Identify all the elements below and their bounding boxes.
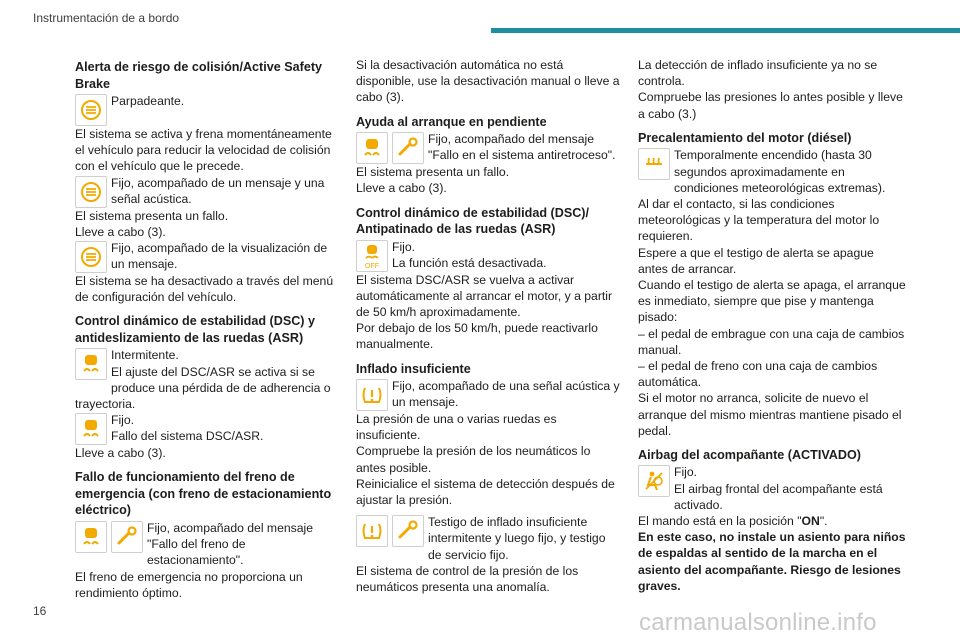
body-text: Lleve a cabo (3). — [75, 446, 166, 461]
indicator-state: Testigo de inflado insuficiente intermitente y luego fijo, y testigo de servicio fijo. — [428, 515, 606, 562]
body-text: La detección de inflado insuficiente ya no se controla. — [638, 58, 878, 89]
body-text: Por debajo de los 50 km/h, puede reactivarlo manualmente. — [356, 321, 598, 352]
glow-plug-icon — [638, 148, 670, 180]
indicator-block — [75, 93, 343, 126]
indicator-state: Temporalmente encendido (hasta 30 segundos aproximadamente en condiciones meteorológicas extremas). — [674, 148, 886, 195]
column-2 — [356, 57, 621, 595]
indicator-state: Fijo, acompañado de la visualización de un mensaje. — [111, 241, 328, 272]
body-text: El freno de emergencia no proporciona un rendimiento óptimo. — [75, 569, 303, 600]
section-title-dsc-asr: Control dinámico de estabilidad (DSC) y antideslizamiento de las ruedas (ASR) — [75, 314, 316, 345]
indicator-block — [356, 378, 621, 411]
body-text: Espere a que el testigo de alerta se apague antes de arrancar. — [638, 245, 874, 276]
column-3 — [638, 57, 906, 594]
body-text: El ajuste del DSC/ASR se activa si se produce una pérdida de de adherencia o trayectoria. — [75, 364, 331, 412]
indicator-state: Fijo, acompañado del mensaje "Fallo del freno de estacionamiento". — [147, 520, 313, 568]
body-text: – el pedal de freno con una caja de cambios automática. — [638, 358, 878, 390]
indicator-block — [75, 412, 343, 445]
collision-warning-icon — [75, 241, 107, 273]
indicator-block — [75, 520, 343, 569]
indicator-state: Parpadeante. — [111, 94, 185, 108]
on-position-label: ON — [801, 514, 820, 529]
section-title-dsc-asr-off: Control dinámico de estabilidad (DSC)/ Antipatinado de las ruedas (ASR) — [356, 205, 590, 237]
dsc-off-label: OFF — [365, 262, 379, 269]
body-text-part: El mando está en la posición " — [638, 514, 802, 529]
wrench-icon — [111, 521, 143, 553]
body-text: Lleve a cabo (3). — [75, 224, 166, 239]
skidding-car-icon — [75, 348, 107, 380]
body-text: La función está desactivada. — [392, 255, 547, 270]
body-text: Al dar el contacto, si las condiciones meteorológicas y la temperatura del motor lo requieren. — [638, 196, 880, 244]
indicator-block — [356, 514, 621, 563]
section-title-under-inflation: Inflado insuficiente — [356, 361, 471, 376]
body-text: El airbag frontal del acompañante está activado. — [674, 481, 883, 512]
wrench-icon — [392, 132, 424, 164]
body-text: Cuando el testigo de alerta se apaga, el arranque es inmediato, siempre que pise y mantenga pisado: — [638, 277, 906, 325]
indicator-state: Fijo. — [674, 465, 698, 480]
body-text: Si la desactivación automática no está disponible, use la desactivación manual o lleve a cabo (3). — [356, 58, 620, 105]
skidding-car-icon — [75, 521, 107, 553]
body-text: Compruebe las presiones lo antes posible y lleve a cabo (3.) — [638, 90, 903, 121]
body-text: Reinicialice el sistema de detección después de ajustar la presión. — [356, 476, 615, 508]
wrench-icon — [392, 515, 424, 547]
indicator-block — [75, 347, 343, 412]
body-text: – el pedal de embrague con una caja de cambios manual. — [638, 326, 905, 357]
body-text — [638, 513, 906, 529]
page-number: 16 — [33, 604, 47, 618]
passenger-airbag-icon — [638, 465, 670, 497]
tyre-pressure-icon — [356, 379, 388, 411]
indicator-block — [638, 147, 906, 196]
tyre-pressure-icon — [356, 515, 388, 547]
section-title-passenger-airbag: Airbag del acompañante (ACTIVADO) — [638, 447, 861, 462]
body-text: El sistema presenta un fallo. — [356, 165, 510, 180]
indicator-state: Fijo, acompañado de una señal acústica y un mensaje. — [392, 379, 620, 410]
indicator-state: Fijo. — [392, 239, 416, 254]
indicator-state: Fijo, acompañado del mensaje "Fallo en el sistema antiretroceso". — [428, 132, 616, 163]
section-title-preheating: Precalentamiento del motor (diésel) — [638, 130, 852, 145]
indicator-state: Fijo. — [111, 413, 135, 428]
body-text: El sistema presenta un fallo. — [75, 208, 229, 223]
body-text: El sistema de control de la presión de los neumáticos presenta una anomalía. — [356, 563, 579, 595]
body-text: Fallo del sistema DSC/ASR. — [111, 429, 264, 444]
collision-warning-icon — [75, 94, 107, 126]
indicator-block — [75, 175, 343, 208]
body-text: La presión de una o varias ruedas es insuficiente. — [356, 412, 557, 443]
body-text: Compruebe la presión de los neumáticos lo antes posible. — [356, 444, 591, 475]
section-title-hill-start: Ayuda al arranque en pendiente — [356, 114, 547, 129]
watermark: carmanualsonline.info — [639, 609, 877, 636]
indicator-state: Intermitente. — [111, 348, 179, 363]
body-text: El sistema DSC/ASR se vuelva a activar automáticamente al arrancar el motor, y a partir de 50 km/h aproximadamente. — [356, 272, 613, 319]
indicator-block — [75, 240, 343, 273]
body-text-part: ". — [819, 514, 828, 529]
header-accent-bar — [491, 28, 960, 33]
skidding-car-icon — [75, 413, 107, 445]
indicator-state: Fijo, acompañado de un mensaje y una señal acústica. — [111, 175, 325, 206]
body-text: Lleve a cabo (3). — [356, 181, 447, 196]
skidding-car-icon — [356, 132, 388, 164]
column-1 — [75, 57, 343, 601]
body-text: El sistema se activa y frena momentáneamente el vehículo para reducir la velocidad de colisión con el vehículo que le precede. — [75, 127, 332, 174]
body-text: Si el motor no arranca, solicite de nuevo el arranque del mismo mientras mantiene pisado el pedal. — [638, 391, 902, 438]
dsc-off-icon — [356, 240, 388, 272]
section-title-collision-alert: Alerta de riesgo de colisión/Active Safety Brake — [75, 60, 323, 91]
safety-warning: En este caso, no instale un asiento para niños de espaldas al sentido de la marcha en el asiento del acompañante. Riesgo de lesiones graves. — [638, 530, 906, 593]
indicator-block — [356, 239, 621, 272]
collision-warning-icon — [75, 176, 107, 208]
header-title: Instrumentación de a bordo — [33, 11, 180, 25]
indicator-block — [356, 131, 621, 164]
indicator-block — [638, 464, 906, 513]
section-title-emergency-brake: Fallo de funcionamiento del freno de emergencia (con freno de estacionamiento eléctrico) — [75, 470, 332, 518]
body-text: El sistema se ha desactivado a través del menú de configuración del vehículo. — [75, 274, 334, 305]
